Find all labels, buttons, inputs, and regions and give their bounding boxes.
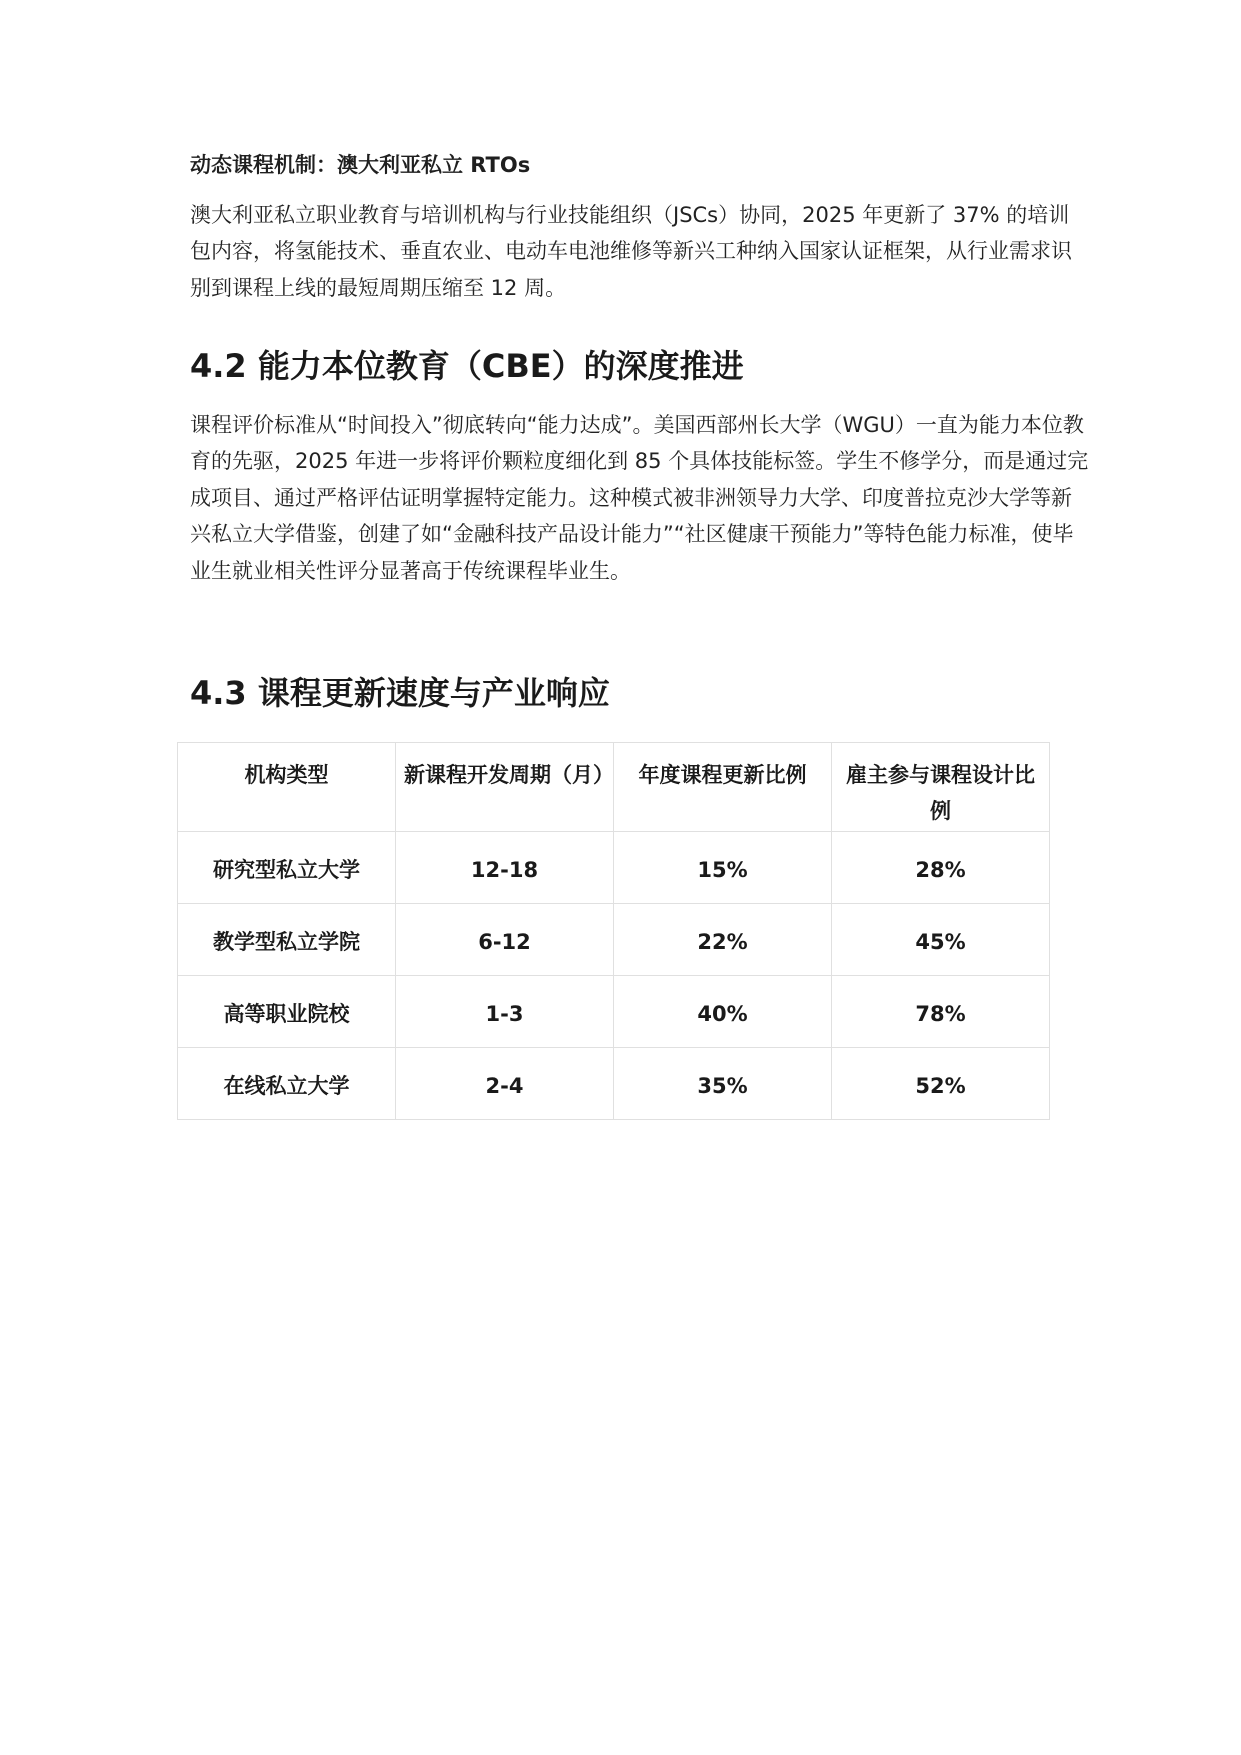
cell-update-ratio: 35% [614,1048,832,1120]
cell-dev-cycle: 2-4 [396,1048,614,1120]
header-institution-type: 机构类型 [178,743,396,832]
paragraph-australia-rtos: 澳大利亚私立职业教育与培训机构与行业技能组织（JSCs）协同，2025 年更新了 37% 的培训包内容，将氢能技术、垂直农业、电动车电池维修等新兴工种纳入国家认证框架，从行业需求识别到课程上线的最短周期压缩至 12 周。 [190,203,1072,300]
cell-employer-ratio: 45% [832,904,1050,976]
cell-update-ratio: 15% [614,832,832,904]
cell-employer-ratio: 78% [832,976,1050,1048]
section-title-4-3: 4.3 课程更新速度与产业响应 [190,674,610,712]
cell-update-ratio: 40% [614,976,832,1048]
table-row [178,1048,1050,1120]
header-dev-cycle: 新课程开发周期（月） [396,743,614,832]
cell-institution: 教学型私立学院 [178,904,396,976]
cell-dev-cycle: 12-18 [396,832,614,904]
table-row [178,904,1050,976]
paragraph-cbe: 课程评价标准从“时间投入”彻底转向“能力达成”。美国西部州长大学（WGU）一直为能力本位教育的先驱，2025 年进一步将评价颗粒度细化到 85 个具体技能标签。学生不修学分，而是通过完成项目、通过严格评估证明掌握特定能力。这种模式被非洲领导力大学、印度普拉克沙大学等新兴私立大学借鉴，创建了如“金融科技产品设计能力”“社区健康干预能力”等特色能力标准，使毕业生就业相关性评分显著高于传统课程毕业生。 [190,413,1089,583]
cell-dev-cycle: 6-12 [396,904,614,976]
subheading-dynamic-curriculum: 动态课程机制：澳大利亚私立 RTOs [190,153,531,177]
header-employer-participation: 雇主参与课程设计比例 [832,743,1050,832]
section-title-4-2: 4.2 能力本位教育（CBE）的深度推进 [190,347,744,385]
cell-dev-cycle: 1-3 [396,976,614,1048]
header-annual-update-ratio: 年度课程更新比例 [614,743,832,832]
curriculum-update-table [177,742,1050,1120]
table-row [178,832,1050,904]
cell-employer-ratio: 28% [832,832,1050,904]
cell-institution: 在线私立大学 [178,1048,396,1120]
cell-institution: 高等职业院校 [178,976,396,1048]
table-row [178,976,1050,1048]
cell-update-ratio: 22% [614,904,832,976]
cell-employer-ratio: 52% [832,1048,1050,1120]
table-header-row [178,743,1050,832]
cell-institution: 研究型私立大学 [178,832,396,904]
